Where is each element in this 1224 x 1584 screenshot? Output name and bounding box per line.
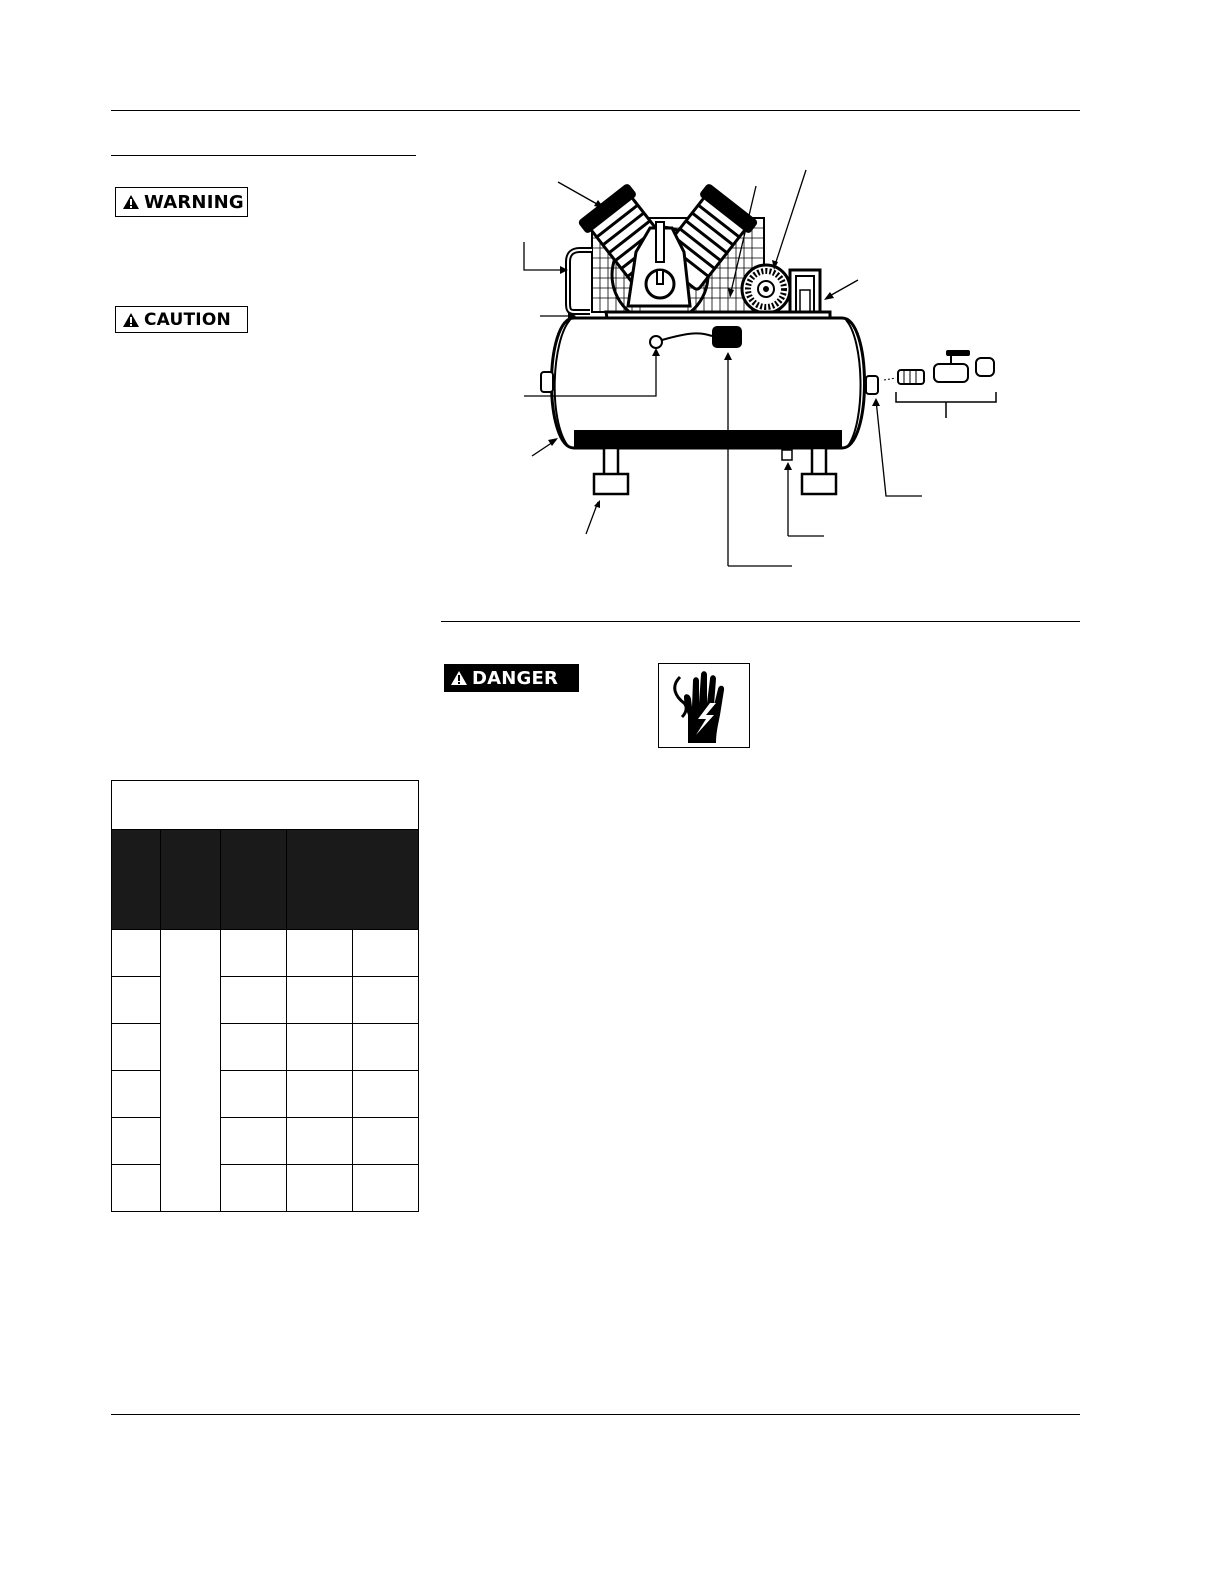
table-caption	[112, 781, 419, 830]
caution-badge	[115, 306, 248, 333]
tank-feet	[594, 448, 836, 494]
table-cell	[112, 930, 161, 977]
table-header-cell	[221, 830, 287, 930]
table-row	[112, 1118, 419, 1165]
table-cell	[353, 1118, 419, 1165]
table-cell	[287, 1024, 353, 1071]
table-cell	[353, 1024, 419, 1071]
table-cell	[287, 1071, 353, 1118]
table-cell	[221, 1024, 287, 1071]
air-compressor-diagram	[500, 160, 1020, 580]
table-cell	[112, 1071, 161, 1118]
air-tank	[541, 318, 878, 448]
table-header-cell	[287, 830, 419, 930]
caution-triangle-icon	[122, 312, 140, 328]
table-cell	[112, 1165, 161, 1212]
table-header-cell	[112, 830, 161, 930]
fittings-kit	[884, 350, 996, 418]
table-cell	[221, 1165, 287, 1212]
table-cell	[353, 977, 419, 1024]
table-cell	[287, 977, 353, 1024]
electric-shock-hand-icon	[658, 663, 750, 748]
danger-label: DANGER	[472, 667, 559, 689]
caution-label: CAUTION	[144, 309, 231, 330]
spec-table	[111, 780, 419, 1212]
warning-label: WARNING	[144, 191, 244, 213]
table-row	[112, 977, 419, 1024]
table-cell	[112, 1024, 161, 1071]
table-row	[112, 1071, 419, 1118]
warning-badge	[115, 187, 248, 217]
section-rule	[441, 621, 1080, 622]
table-cell	[112, 977, 161, 1024]
table-cell	[353, 930, 419, 977]
table-cell	[112, 1118, 161, 1165]
table-merged-cell	[161, 930, 221, 1212]
motor-fan	[742, 265, 790, 313]
danger-badge	[444, 664, 579, 692]
table-cell	[287, 930, 353, 977]
table-row	[112, 930, 419, 977]
table-cell	[221, 1118, 287, 1165]
table-cell	[353, 1071, 419, 1118]
warning-triangle-icon	[122, 194, 140, 210]
left-column-rule	[111, 155, 416, 156]
table-cell	[221, 977, 287, 1024]
table-row	[112, 1024, 419, 1071]
bottom-page-rule	[111, 1414, 1080, 1415]
table-header-cell	[161, 830, 221, 930]
table-cell	[287, 1165, 353, 1212]
table-row	[112, 1165, 419, 1212]
table-cell	[287, 1118, 353, 1165]
table-cell	[353, 1165, 419, 1212]
table-cell	[221, 930, 287, 977]
table-cell	[221, 1071, 287, 1118]
danger-triangle-icon	[450, 670, 468, 686]
top-page-rule	[111, 110, 1080, 111]
